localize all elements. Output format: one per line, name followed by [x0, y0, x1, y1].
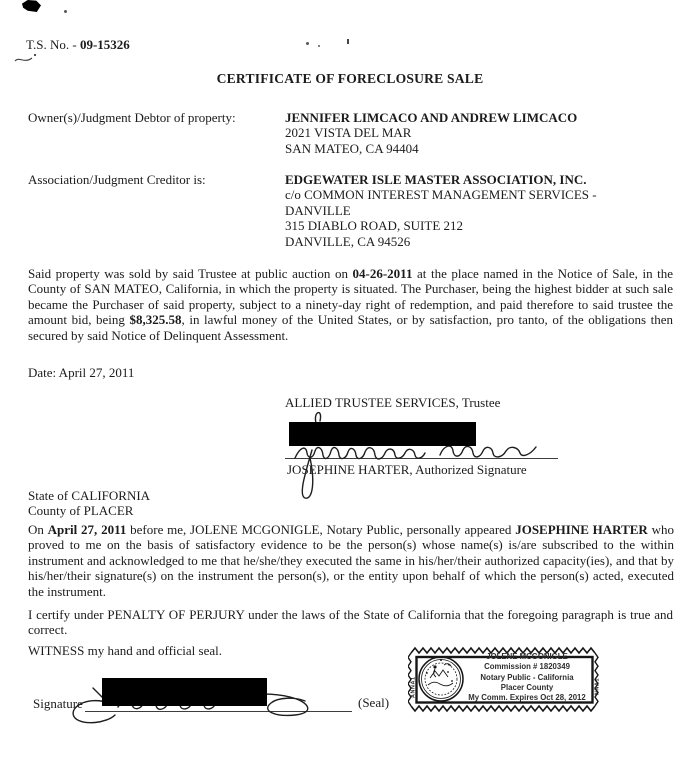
creditor-value-block [285, 172, 597, 249]
perjury-paragraph: I certify under PENALTY OF PERJURY under the laws of the State of California that the foregoing paragraph is true and correct. [28, 607, 673, 638]
stamp-line-county: Placer County [500, 682, 554, 692]
creditor-address-line: 315 DIABLO ROAD, SUITE 212 [285, 218, 464, 234]
stamp-line-commission: Commission # 1820349 [484, 662, 570, 672]
sale-text: Said property was sold by said Trustee at public auction on [28, 266, 353, 281]
scan-artifact-speck [306, 42, 309, 45]
seal-label: (Seal) [358, 695, 390, 710]
owner-value-block [285, 110, 577, 156]
creditor-name: EDGEWATER ISLE MASTER ASSOCIATION, INC. [285, 172, 587, 187]
scan-artifact-speck [347, 39, 349, 44]
scan-artifact-speck [318, 45, 320, 47]
notary-stamp [408, 645, 601, 713]
notary-county-line: County of PLACER [28, 503, 134, 518]
stamp-line-title: Notary Public - California [480, 672, 574, 682]
trustee-signature-ink [280, 403, 580, 503]
acknowledgment-paragraph [28, 522, 674, 599]
document-title: CERTIFICATE OF FORECLOSURE SALE [216, 71, 484, 86]
date-line: Date: April 27, 2011 [28, 365, 135, 380]
stamp-line-name: JOLENE MCGONIGLE [486, 652, 568, 661]
creditor-label: Association/Judgment Creditor is: [28, 172, 206, 187]
owner-name: JENNIFER LIMCACO AND ANDREW LIMCACO [285, 110, 578, 125]
redaction-bar-notary-signature [102, 678, 267, 706]
creditor-address-line: DANVILLE, CA 94526 [285, 233, 411, 249]
creditor-address-line: c/o COMMON INTEREST MANAGEMENT SERVICES - [285, 187, 597, 203]
scan-artifact-blob [22, 0, 41, 12]
scan-artifact-squiggle [13, 52, 39, 66]
stamp-side-text-left: ANNA1 [410, 676, 417, 698]
owner-address-line: SAN MATEO, CA 94404 [285, 140, 419, 156]
owner-label: Owner(s)/Judgment Debtor of property: [28, 110, 236, 125]
ack-signer-name: JOSEPHINE HARTER [515, 522, 648, 537]
sale-amount: $8,325.58 [129, 312, 182, 328]
ack-date: April 27, 2011 [47, 522, 127, 537]
sale-paragraph [28, 266, 673, 343]
ack-text: On [28, 522, 48, 537]
stamp-side-text-right: NNA1 [594, 677, 601, 695]
ts-number-label: T.S. No. - [26, 37, 77, 52]
witness-line: WITNESS my hand and official seal. [28, 643, 222, 658]
sale-text: , in lawful money of the United States, or by satisfaction, pro tanto, of the obligations then secured by said Notice of Delinquent Assessment. [28, 312, 673, 343]
owner-address-line: 2021 VISTA DEL MAR [285, 125, 412, 141]
trustee-signature-caption: JOSEPHINE HARTER, Authorized Signature [287, 462, 527, 477]
redaction-bar-trustee-signature [289, 422, 476, 446]
creditor-address-line: DANVILLE [285, 202, 351, 218]
trustee-company-line: ALLIED TRUSTEE SERVICES, Trustee [285, 395, 501, 410]
ts-number-line [26, 37, 130, 52]
ack-text: before me, JOLENE MCGONIGLE, Notary Public, personally appeared [126, 522, 516, 537]
scan-artifact-speck [64, 10, 67, 13]
notary-state-line: State of CALIFORNIA [28, 488, 151, 503]
sale-date: 04-26-2011 [352, 266, 413, 281]
notary-stamp-text [463, 652, 591, 703]
sale-text: at the place named in the Notice of Sale, in the County of SAN MATEO, California, in which the property is situated. The Purchaser, being the highest bidder at such sale became the Purchaser of said property, subject to a ninety-day right of redemption, and paid therefore to said trustee the amount bid, being [28, 266, 674, 328]
stamp-line-expiry: My Comm. Expires Oct 28, 2012 [468, 693, 586, 703]
ts-number-value: 09-15326 [79, 37, 130, 52]
signature-label: Signature [33, 696, 83, 711]
ack-text: who proved to me on the basis of satisfactory evidence to be the person(s) whose name(s) is/are subscribed to the within instrument and acknowledged to me that he/she/they executed the same in his/her/their authorized capacity(ies), and that by his/her/their signature(s) on the instrument the person(s), or the entity upon behalf of which the person(s) acted, executed the instrument. [28, 522, 674, 599]
